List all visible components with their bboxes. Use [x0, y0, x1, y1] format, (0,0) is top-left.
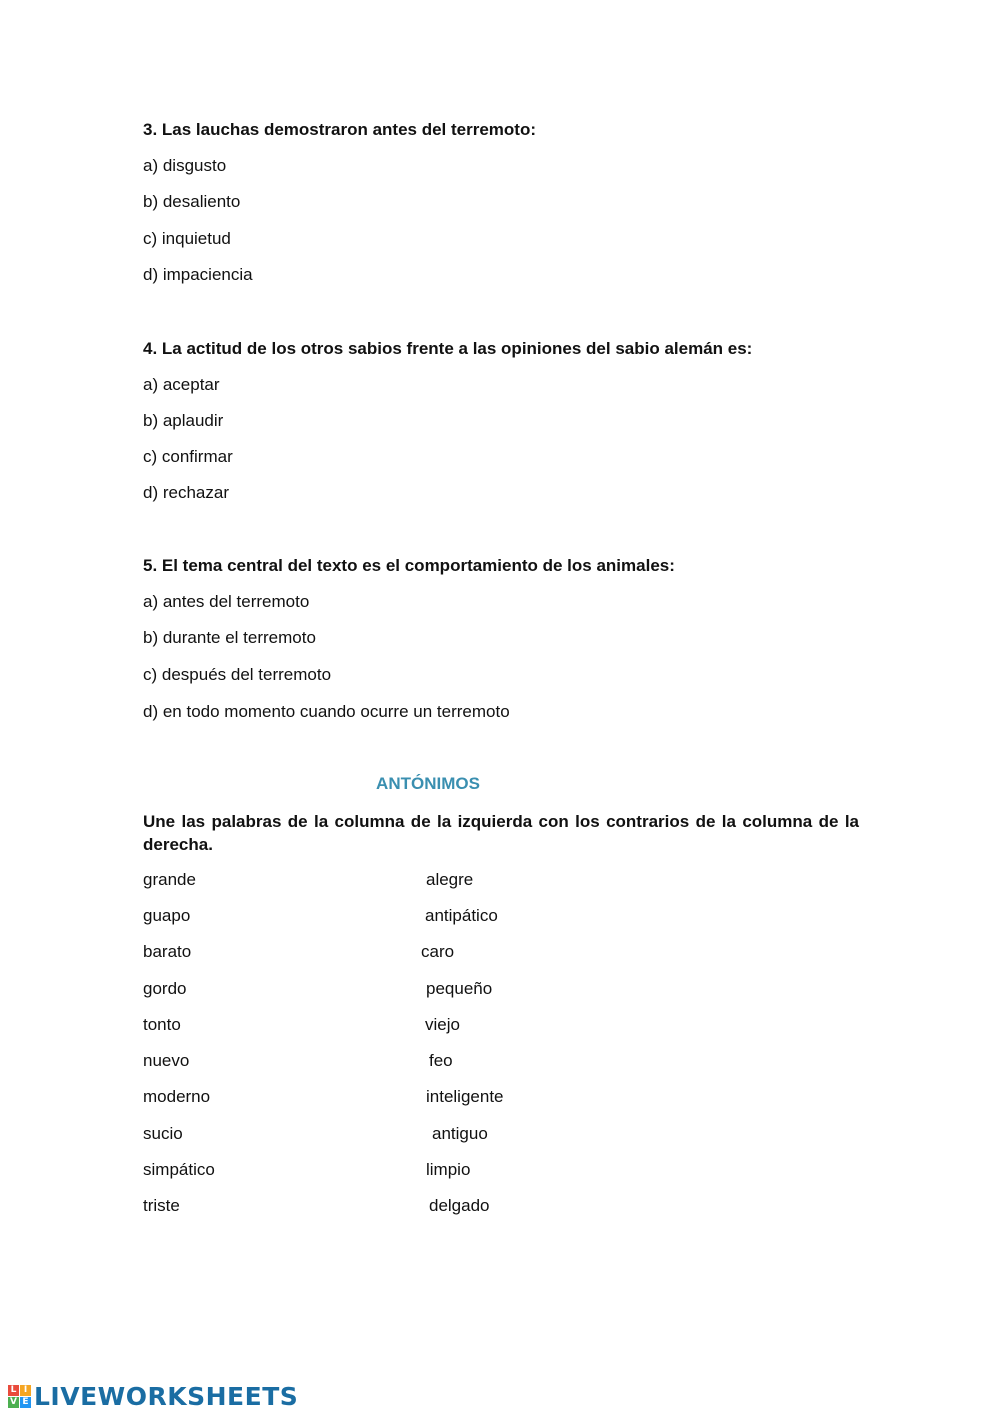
left-word: nuevo — [143, 1051, 190, 1070]
question-5-option-a: a) antes del terremoto — [143, 592, 310, 611]
question-3-option-b: b) desaliento — [143, 192, 241, 211]
right-word: delgado — [429, 1196, 490, 1215]
left-word: gordo — [143, 979, 187, 998]
question-4-option-d: d) rechazar — [143, 483, 229, 502]
left-word: sucio — [143, 1124, 183, 1143]
question-3-option-c: c) inquietud — [143, 229, 231, 248]
right-word: caro — [421, 942, 455, 961]
liveworksheets-logo[interactable] — [8, 1381, 298, 1411]
left-word: tonto — [143, 1015, 181, 1034]
question-3-option-a: a) disgusto — [143, 156, 227, 175]
right-word: inteligente — [426, 1087, 504, 1106]
right-word: alegre — [426, 870, 474, 889]
question-3-option-d: d) impaciencia — [143, 265, 253, 284]
question-5-option-c: c) después del terremoto — [143, 665, 332, 684]
question-5-title: 5. El tema central del texto es el comportamiento de los animales: — [143, 556, 675, 575]
antonyms-instruction: Une las palabras de la columna de la izquierda con los contrarios de la columna de la derecha. — [143, 812, 859, 854]
logo-letter: I — [20, 1385, 31, 1396]
left-word: triste — [143, 1196, 180, 1215]
question-4-option-c: c) confirmar — [143, 447, 233, 466]
logo-mark-icon — [8, 1385, 31, 1408]
right-word: feo — [429, 1051, 453, 1070]
left-word: guapo — [143, 906, 191, 925]
question-5-option-d: d) en todo momento cuando ocurre un terremoto — [143, 702, 510, 721]
question-4-title: 4. La actitud de los otros sabios frente a las opiniones del sabio alemán es: — [143, 339, 753, 358]
question-4-option-a: a) aceptar — [143, 375, 220, 394]
right-word: viejo — [425, 1015, 460, 1034]
question-5-option-b: b) durante el terremoto — [143, 628, 316, 647]
left-word: simpático — [143, 1160, 215, 1179]
question-4-option-b: b) aplaudir — [143, 411, 224, 430]
left-word: grande — [143, 870, 196, 889]
logo-letter: V — [8, 1397, 19, 1408]
right-word: antipático — [425, 906, 498, 925]
right-word: antiguo — [432, 1124, 488, 1143]
logo-text: LIVEWORKSHEETS — [34, 1381, 299, 1411]
logo-letter: E — [20, 1397, 31, 1408]
right-word: pequeño — [426, 979, 493, 998]
logo-letter: L — [8, 1385, 19, 1396]
right-word: limpio — [426, 1160, 471, 1179]
left-word: moderno — [143, 1087, 211, 1106]
left-word: barato — [143, 942, 192, 961]
question-3-title: 3. Las lauchas demostraron antes del terremoto: — [143, 120, 537, 139]
antonyms-heading: ANTÓNIMOS — [376, 774, 480, 793]
